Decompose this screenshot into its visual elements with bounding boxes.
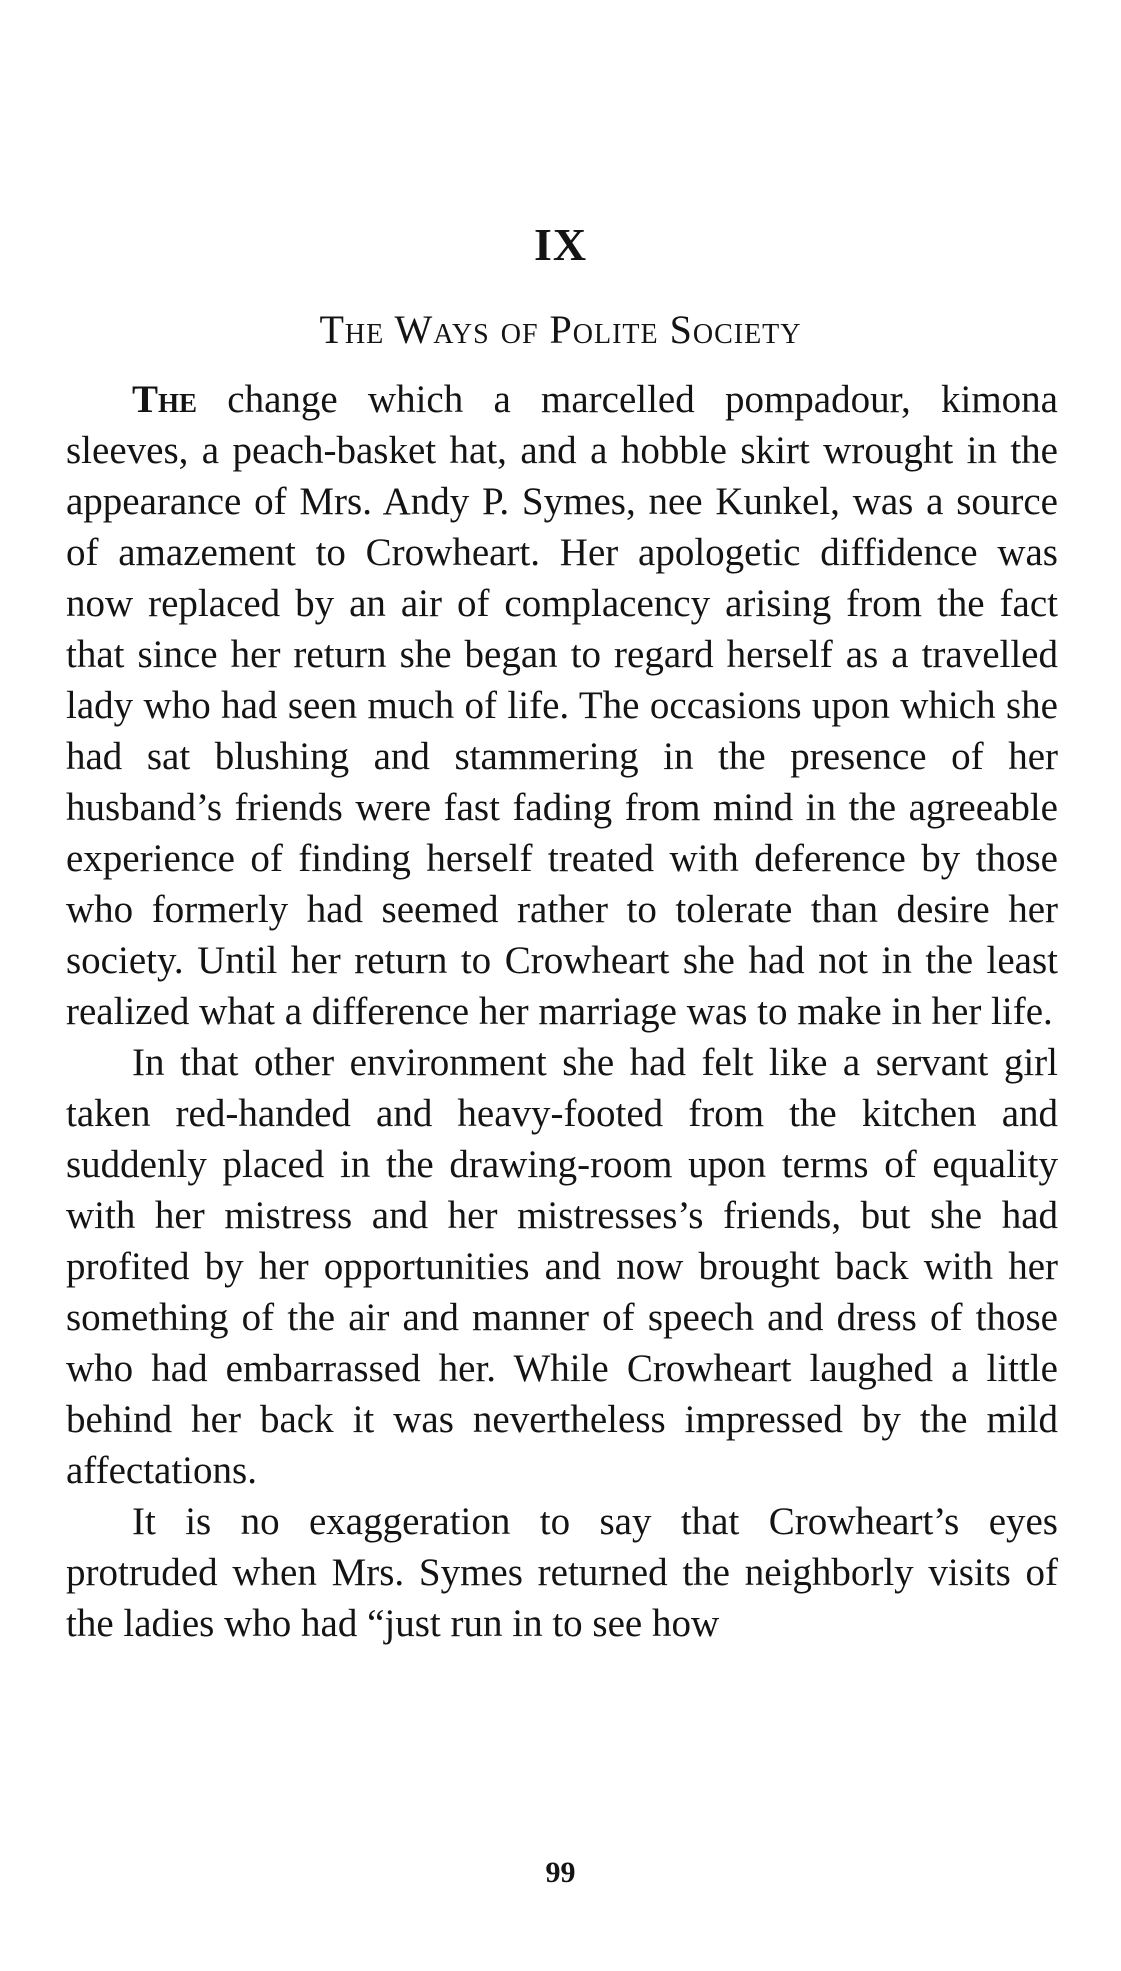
paragraph-2: In that other environment she had felt like a servant girl taken red-handed and heavy-footed from the kitchen and suddenly placed in the drawing-room upon terms of equality with her mistress and her mistresses’s friends, but she had profited by her opportunities and now brought back with her something of the air and manner of speech and dress of those who had embarrassed her. While Crowheart laughed a little behind her back it was nevertheless impressed by the mild affectations. [66,1041,1058,1492]
paragraph-1-text: change which a marcelled pompadour, kimona sleeves, a peach-basket hat, and a hobble skirt wrought in the appearance of Mrs. Andy P. Symes, nee Kunkel, was a source of amazement to Crowheart. Her apologetic diffidence was now replaced by an air of complacency arising from the fact that since her return she began to regard herself as a travelled lady who had seen much of life. The occasions upon which she had sat blushing and stammering in the presence of her husband’s friends were fast fading from mind in the agreeable experience of finding herself treated with deference by those who formerly had seemed rather to tolerate than desire her society. Until her return to Crowheart she had not in the least realized what a difference her marriage was to make in her life. [66,378,1058,1033]
paragraph-lead-word: The [132,378,198,421]
paragraph-1 [66,374,1058,1037]
chapter-number: IX [533,219,588,270]
page-number: 99 [545,1856,576,1889]
body-text [66,374,1058,1649]
chapter-title: The Ways of Polite Society [319,307,802,352]
paragraph-3: It is no exaggeration to say that Crowheart’s eyes protruded when Mrs. Symes returned the neighborly visits of the ladies who had “just run in to see how [66,1500,1058,1645]
